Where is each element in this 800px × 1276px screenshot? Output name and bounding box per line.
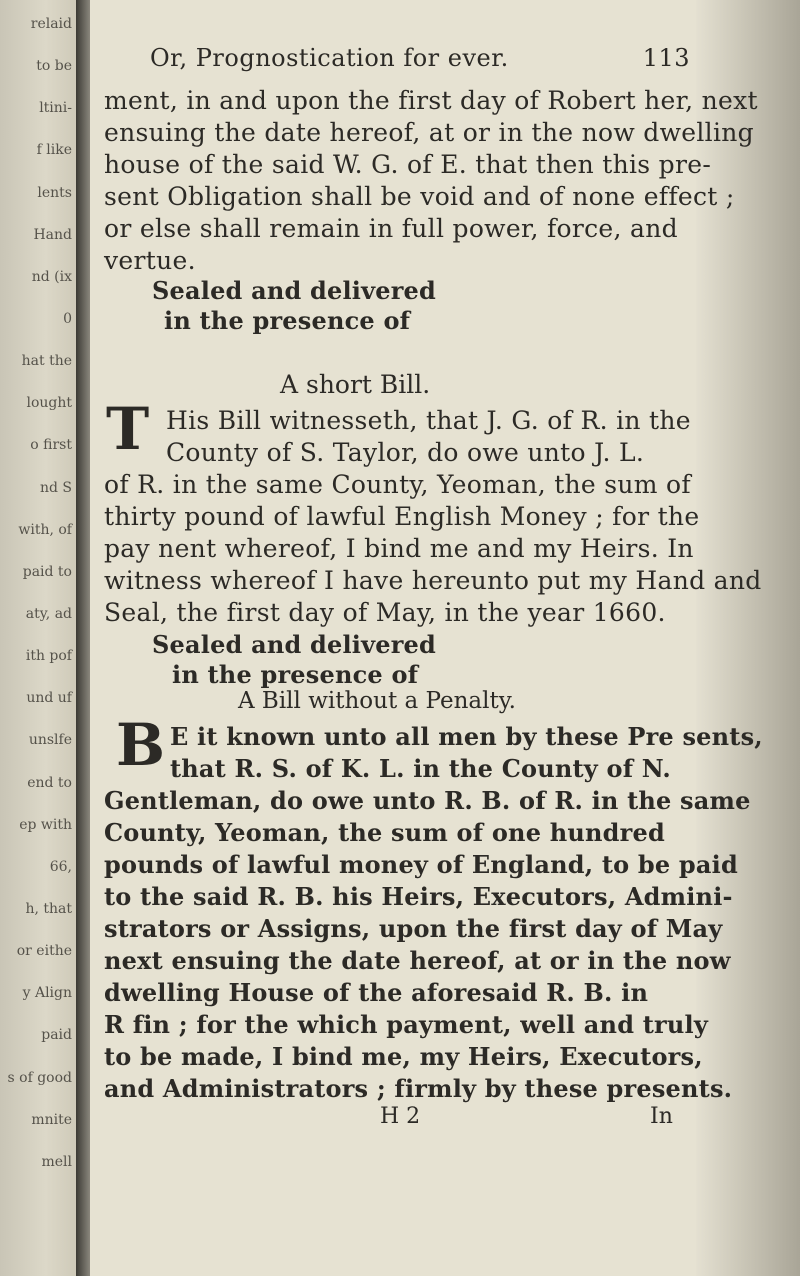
margin-fragment: lents (37, 184, 72, 201)
margin-fragment: 66, (49, 858, 72, 875)
margin-fragment: und uf (26, 690, 72, 707)
short-bill-line: pay nent whereof, I bind me and my Heirs. In (104, 534, 694, 563)
margin-fragment: ltini- (39, 100, 72, 117)
margin-fragment: or eithe (16, 943, 72, 960)
margin-fragment: lought (26, 395, 72, 412)
short-bill-heading: A short Bill. (280, 370, 431, 399)
drop-cap: T (106, 395, 150, 463)
penalty-bill-line: E it known unto all men by these Pre sents, (170, 722, 763, 751)
penalty-bill-line: next ensuing the date hereof, at or in the now (104, 946, 731, 975)
penalty-bill-line: Gentleman, do owe unto R. B. of R. in the same (104, 786, 751, 815)
penalty-bill-line: to be made, I bind me, my Heirs, Executors, (104, 1042, 703, 1071)
short-bill-line: County of S. Taylor, do owe unto J. L. (166, 438, 645, 467)
penalty-bill-line: strators or Assigns, upon the first day of May (104, 914, 723, 943)
bond-line: vertue. (104, 246, 196, 275)
margin-fragment: mnite (31, 1111, 72, 1128)
bond-line: ment, in and upon the first day of Robert her, next (104, 86, 758, 115)
signature-mark: H 2 (380, 1104, 421, 1129)
margin-fragment: ep with (19, 816, 72, 833)
adjacent-page-fragment (0, 0, 76, 1276)
bond-line: or else shall remain in full power, force, and (104, 214, 678, 243)
margin-fragment: ith pof (25, 648, 72, 665)
margin-fragment: with, of (18, 521, 72, 538)
drop-cap: B (116, 711, 166, 779)
running-title: Or, Prognostication for ever. (150, 44, 509, 72)
penalty-bill-line: to the said R. B. his Heirs, Executors, Admini- (104, 882, 733, 911)
presence-line: in the presence of (172, 660, 419, 689)
short-bill-line: of R. in the same County, Yeoman, the sum of (104, 470, 691, 499)
margin-fragment: 0 (63, 311, 72, 327)
sealed-line: Sealed and delivered (152, 630, 437, 659)
short-bill-line: His Bill witnesseth, that J. G. of R. in the (166, 406, 691, 435)
margin-fragment: mell (41, 1153, 72, 1170)
margin-fragment: s of good (7, 1069, 72, 1086)
short-bill-line: thirty pound of lawful English Money ; for the (104, 502, 700, 531)
sealed-line: Sealed and delivered (152, 276, 437, 305)
margin-fragment: f like (36, 142, 72, 159)
running-head (150, 44, 690, 72)
margin-fragment: aty, ad (25, 606, 72, 622)
margin-fragment: y Align (22, 985, 72, 1002)
penalty-bill-line: County, Yeoman, the sum of one hundred (104, 818, 665, 847)
penalty-bill-line: and Administrators ; firmly by these presents. (104, 1074, 733, 1103)
short-bill-line: Seal, the first day of May, in the year 1660. (104, 598, 666, 627)
margin-fragment: relaid (30, 16, 72, 32)
penalty-bill-heading: A Bill without a Penalty. (238, 688, 516, 714)
penalty-bill-line: dwelling House of the aforesaid R. B. in (104, 978, 649, 1007)
presence-line: in the presence of (164, 306, 411, 335)
penalty-bill-line: R fin ; for the which payment, well and truly (104, 1010, 708, 1039)
margin-fragment: hat the (21, 353, 72, 370)
margin-fragment: h, that (25, 901, 72, 917)
margin-fragment: paid to (22, 563, 72, 580)
margin-fragment: paid (41, 1027, 72, 1044)
catchword: In (650, 1104, 673, 1129)
penalty-bill-line: that R. S. of K. L. in the County of N. (170, 754, 671, 783)
bond-line: house of the said W. G. of E. that then this pre- (104, 150, 712, 179)
margin-fragment: o first (30, 437, 72, 454)
margin-fragment: to be (36, 58, 72, 75)
margin-fragment: unslfe (28, 732, 72, 749)
margin-fragment: Hand (33, 226, 72, 243)
book-gutter (76, 0, 90, 1276)
short-bill-line: witness whereof I have hereunto put my Hand and (104, 566, 762, 595)
margin-fragment: nd S (39, 479, 72, 496)
page-number: 113 (642, 44, 690, 72)
margin-fragment: end to (27, 774, 72, 791)
penalty-bill-line: pounds of lawful money of England, to be paid (104, 850, 738, 879)
bond-line: sent Obligation shall be void and of none effect ; (104, 182, 735, 211)
margin-fragment: nd (ix (31, 268, 72, 285)
book-page (90, 0, 763, 1276)
bond-line: ensuing the date hereof, at or in the now dwelling (104, 118, 754, 147)
